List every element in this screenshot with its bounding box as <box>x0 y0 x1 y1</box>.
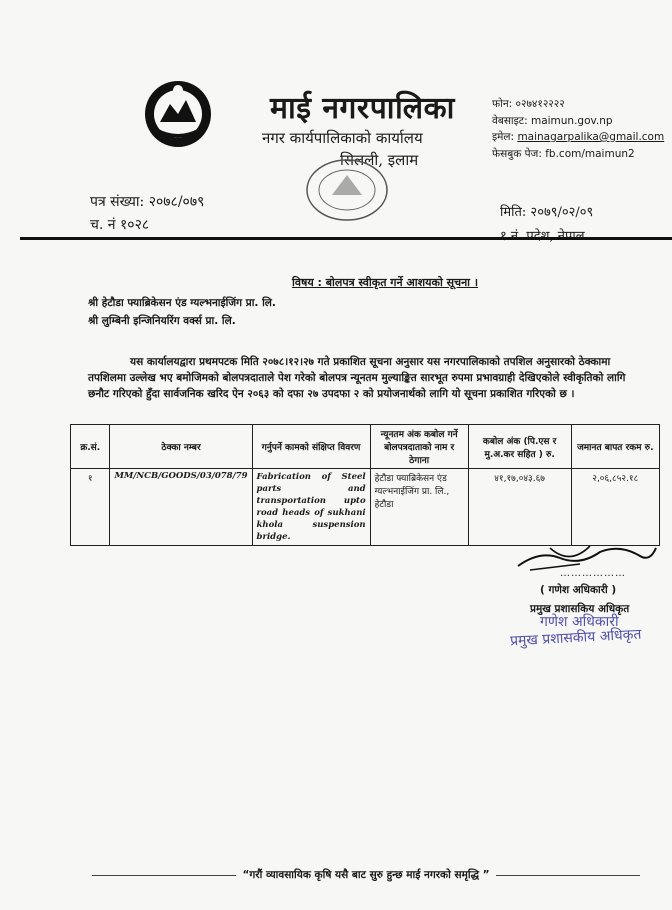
province-text <box>500 226 585 244</box>
col-header-sn: क्र.सं. <box>71 425 110 469</box>
col-header-contract: ठेक्का नम्बर <box>110 425 252 469</box>
signatory-title: प्रमुख प्रशासकिय अधिकृत <box>530 603 630 615</box>
email-label: इमेल: <box>492 131 518 143</box>
email-link[interactable]: mainagarpalika@gmail.com <box>517 131 665 143</box>
office-location: सिलली, इलाम <box>340 151 419 169</box>
cell-work: Fabrication of Steel parts and transportation upto road heads of sukhani khola suspension bridge. <box>252 469 370 546</box>
header-divider <box>20 237 672 240</box>
col-header-bid: कबोल अंक (पि.एस र मु.अ.कर सहित ) रु. <box>468 425 571 469</box>
office-title: माई नगरपालिका <box>270 91 455 126</box>
col-header-work: गर्नुपर्ने कामको संक्षिप्त विवरण <box>252 425 370 469</box>
nepal-emblem-icon <box>142 78 214 150</box>
signatory-name: ( गणेश अधिकारी ) <box>540 584 617 596</box>
email-row <box>492 129 664 146</box>
website-link[interactable]: वेबसाइट: maimun.gov.np <box>492 114 613 127</box>
notice-body: यस कार्यालयद्वारा प्रथमपटक मिति २०७८।१२।२७ गते प्रकाशित सूचना अनुसार यस नगरपालिकाको तपशिल अनुसारको ठेक्कामा तपशिलमा उल्लेख भए बमोजिमको बोलपत्रदाताले पेश गरेको बोलपत्र न्यूनतम मुल्याङ्कित सारभूत रुपमा प्रभावग्राही देखिएकोले स्वीकृतिको लागि छनौट गरिएको हुँदा सार्वजनिक खरिद ऐन २०६३ को दफा २७ उपदफा २ को प्रयोजनार्थको लागि यो सूचना प्रकाशित गरिएको छ । <box>88 356 626 400</box>
cell-bidder: हेटौडा फ्याब्रिकेसन एंड ग्यल्भनाईजिंग प्रा. लि., हेटौडा <box>370 469 468 546</box>
footer-text: “गरौं व्यावसायिक कृषि यसै बाट सुरु हुन्छ माई नगरको समृद्धि ” <box>242 869 490 881</box>
table-header-row <box>71 425 660 469</box>
phone-text: फोन: ०२७४१२२२२ <box>492 98 565 110</box>
letter-number: पत्र संख्या: २०७८/०७९ <box>90 194 205 210</box>
name-seal: गणेश अधिकारी <box>540 614 619 630</box>
footer-slogan <box>92 868 640 882</box>
office-subtitle: नगर कार्यपालिकाको कार्यालय <box>262 129 423 147</box>
cell-security: २,०६,८५२.१८ <box>571 469 659 546</box>
dispatch-number: च. नं १०२८ <box>90 217 150 233</box>
cell-sn: १ <box>71 469 110 546</box>
facebook-link[interactable]: फेसबुक पेज: fb.com/maimun2 <box>492 147 635 160</box>
contact-block <box>492 96 664 162</box>
addressee-2: श्री लुम्बिनी इन्जिनियरिंग वर्क्स प्रा. लि. <box>88 315 236 327</box>
col-header-security: जमानत बापत रकम रु. <box>571 425 659 469</box>
signature-dots: ……………… <box>560 568 626 579</box>
addressee-1: श्री हेटौडा फ्याब्रिकेसन एंड ग्यल्भनाईजिंग प्रा. लि. <box>88 297 276 309</box>
col-header-bidder: न्यूनतम अंक कबोल गर्ने बोलपत्रदाताको नाम र ठेगाना <box>370 425 468 469</box>
table-row <box>71 469 660 546</box>
footer-line-right <box>496 875 640 876</box>
letter-date: मिति: २०७९/०२/०९ <box>500 205 594 220</box>
subject-line: विषय : बोलपत्र स्वीकृत गर्ने आशयको सूचना । <box>292 276 479 289</box>
cell-contract: MM/NCB/GOODS/03/078/79 <box>110 469 252 546</box>
title-seal: प्रमुख प्रशासकीय अधिकृत <box>509 626 642 650</box>
cell-bid: ४१,१७,०४३.६७ <box>468 469 571 546</box>
award-table <box>70 424 660 546</box>
office-stamp-icon <box>302 155 392 225</box>
footer-line-left <box>92 875 236 876</box>
